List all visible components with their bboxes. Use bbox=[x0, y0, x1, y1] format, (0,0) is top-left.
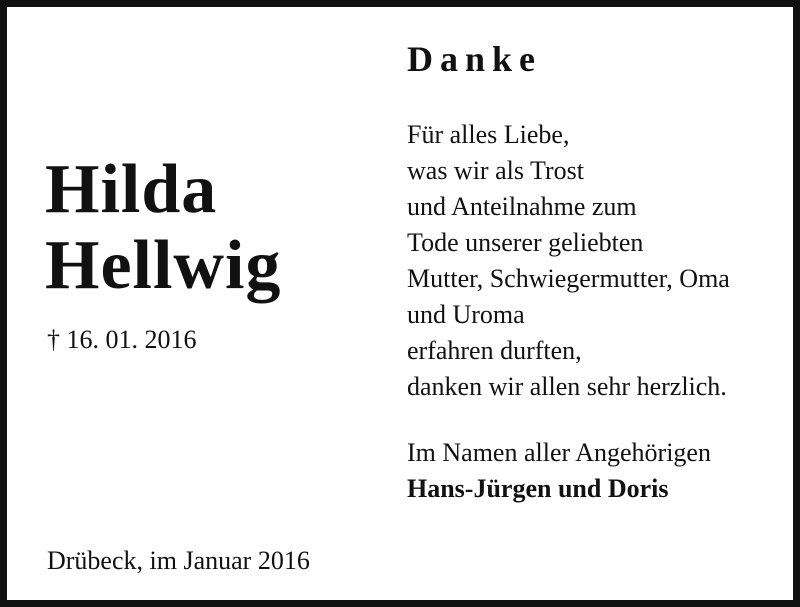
message-line: Tode unserer geliebten bbox=[407, 228, 644, 257]
message-line: danken wir allen sehr herzlich. bbox=[407, 372, 727, 401]
deceased-first-name: Hilda bbox=[45, 151, 218, 228]
place-and-date: Drübeck, im Januar 2016 bbox=[47, 546, 310, 575]
deceased-last-name: Hellwig bbox=[45, 227, 282, 304]
message-line: Mutter, Schwiegermutter, Oma bbox=[407, 264, 730, 293]
signers: Hans-Jürgen und Doris bbox=[407, 474, 669, 503]
thank-you-message bbox=[407, 117, 730, 405]
message-line: Für alles Liebe, bbox=[407, 120, 570, 149]
message-line: und Anteilnahme zum bbox=[407, 192, 637, 221]
death-date: † 16. 01. 2016 bbox=[47, 325, 197, 354]
message-line: was wir als Trost bbox=[407, 156, 584, 185]
notice-title: Danke bbox=[407, 39, 543, 79]
message-line: und Uroma bbox=[407, 300, 525, 329]
message-line: erfahren durften, bbox=[407, 336, 582, 365]
closing-line: Im Namen aller Angehörigen bbox=[407, 438, 711, 467]
